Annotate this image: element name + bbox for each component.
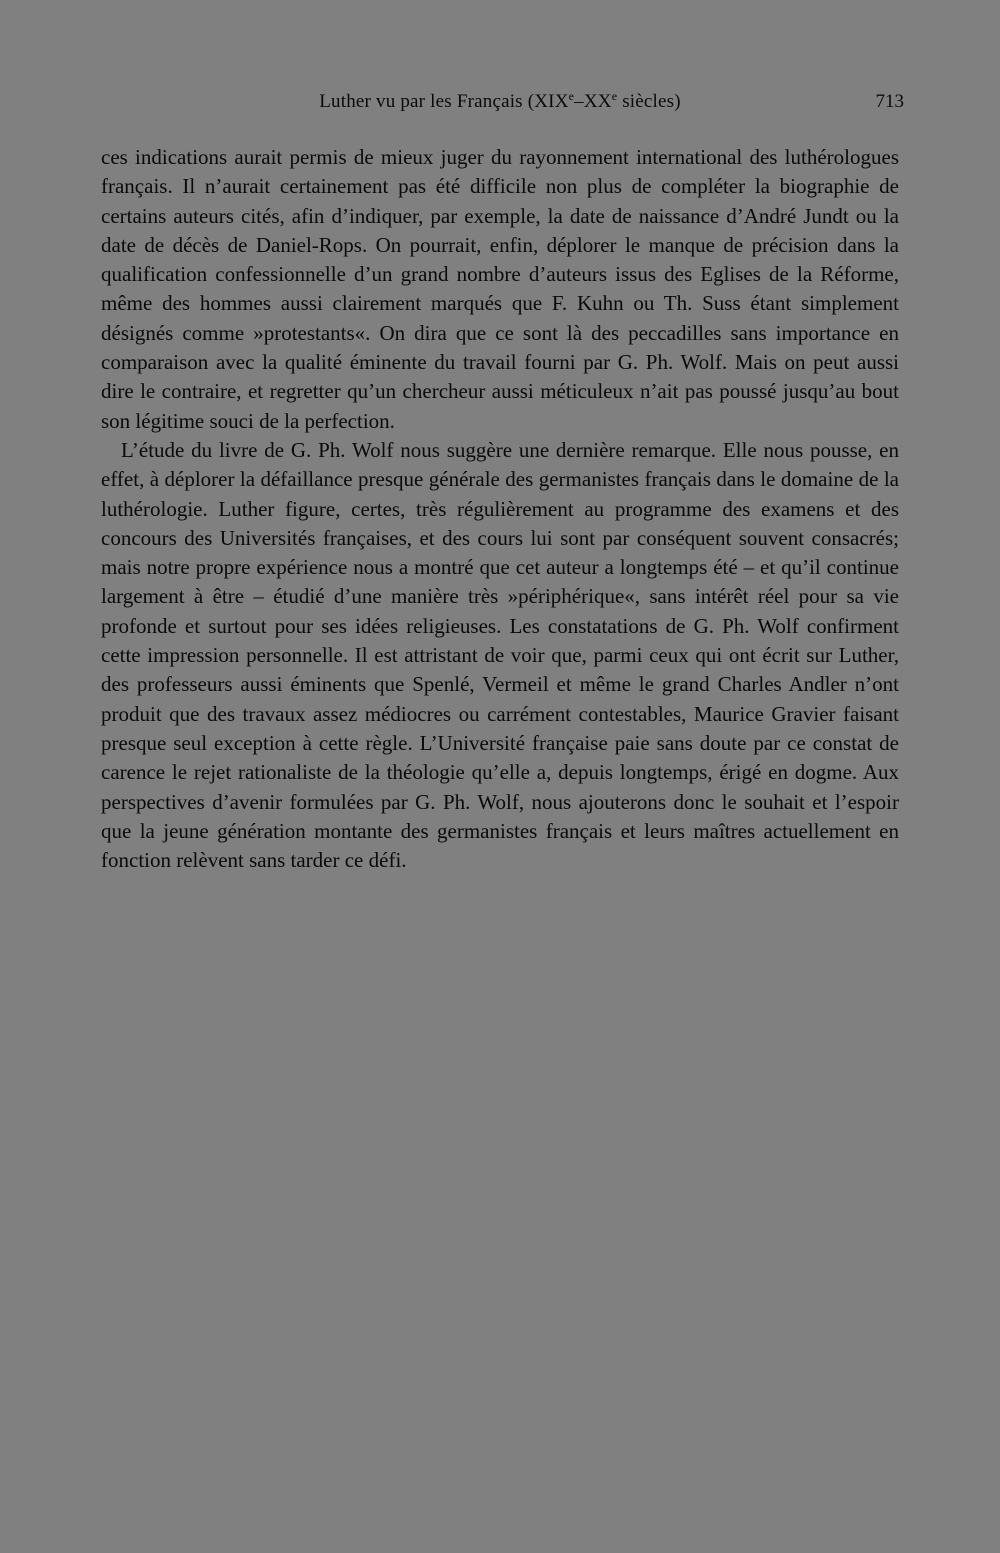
superscript-e-2: e bbox=[611, 89, 618, 103]
running-title bbox=[0, 86, 1000, 118]
superscript-e-1: e bbox=[568, 89, 575, 103]
paragraph-1: ces indications aurait permis de mieux juger du rayonnement international des luthérologues français. Il n’aurait certainement pas été difficile non plus de compléter la biographie de certains auteurs cités, afin d’indiquer, par exemple, la date de naissance d’André Jundt ou la date de décès de Daniel-Rops. On pourrait, enfin, déplorer le manque de précision dans la qualification confessionnelle d’un grand nombre d’auteurs issus des Eglises de la Réforme, même des hommes aussi clairement marqués que F. Kuhn ou Th. Suss étant simplement désignés comme »protestants«. On dira que ce sont là des peccadilles sans importance en comparaison avec la qualité éminente du travail fourni par G. Ph. Wolf. Mais on peut aussi dire le contraire, et regretter qu’un chercheur aussi méticuleux n’ait pas poussé jusqu’au bout son légitime souci de la perfection. bbox=[101, 145, 899, 433]
body-text bbox=[101, 143, 899, 875]
paragraph-2: L’étude du livre de G. Ph. Wolf nous suggère une dernière remarque. Elle nous pousse, en effet, à déplorer la défaillance presque générale des germanistes français dans le domaine de la luthérologie. Luther figure, certes, très régulièrement au programme des examens et des concours des Universités françaises, et des cours lui sont par conséquent souvent consacrés; mais notre propre expérience nous a montré que cet auteur a longtemps été – et qu’il continue largement à être – étudié d’une manière très »périphérique«, sans intérêt réel pour sa vie profonde et surtout pour ses idées religieuses. Les constatations de G. Ph. Wolf confirment cette impression personnelle. Il est attristant de voir que, parmi ceux qui ont écrit sur Luther, des professeurs aussi éminents que Spenlé, Vermeil et même le grand Charles Andler n’ont produit que des travaux assez médiocres ou carrément contestables, Maurice Gravier faisant presque seul exception à cette règle. L’Université française paie sans doute par ce constat de carence le rejet rationaliste de la théologie qu’elle a, depuis longtemps, érigé en dogme. Aux perspectives d’avenir formulées par G. Ph. Wolf, nous ajouterons donc le souhait et l’espoir que la jeune génération montante des germanistes français et leurs maîtres actuellement en fonction relèvent sans tarder ce défi. bbox=[101, 437, 899, 873]
running-title-mid: –XX bbox=[574, 91, 612, 112]
page-number: 713 bbox=[875, 91, 904, 112]
running-title-end: siècles) bbox=[617, 91, 681, 112]
page-header bbox=[0, 86, 1000, 118]
running-title-start: Luther vu par les Français (XIX bbox=[319, 91, 569, 112]
